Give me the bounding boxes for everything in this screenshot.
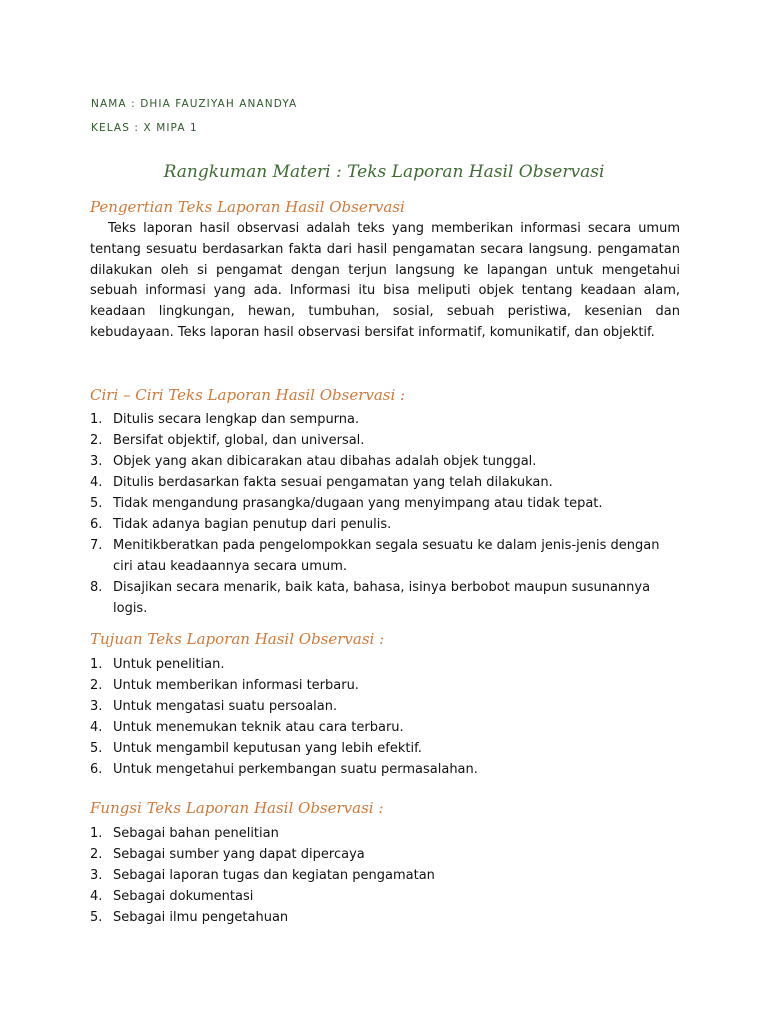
list-item [90, 823, 680, 844]
list-item [90, 696, 680, 717]
student-class-line: KELAS : X MIPA 1 [91, 122, 198, 134]
list-item-text: Objek yang akan dibicarakan atau dibahas adalah objek tunggal. [113, 454, 537, 469]
list-item [90, 865, 680, 886]
list-item [90, 409, 680, 430]
list-item [90, 493, 680, 514]
list-item [90, 675, 680, 696]
list-item [90, 886, 680, 907]
list-item-number: 8. [90, 580, 103, 595]
list-item-text: Sebagai bahan penelitian [113, 826, 279, 841]
section-heading-pengertian: Pengertian Teks Laporan Hasil Observasi [90, 198, 405, 216]
list-item [90, 430, 680, 451]
list-item [90, 907, 680, 928]
list-item-number: 1. [90, 412, 103, 427]
list-item-number: 3. [90, 699, 103, 714]
list-item-text: Sebagai dokumentasi [113, 889, 254, 904]
list-item-text: Tidak adanya bagian penutup dari penulis. [113, 517, 392, 532]
list-item-text: Untuk mengambil keputusan yang lebih efektif. [113, 741, 422, 756]
ciri-list [90, 409, 680, 619]
list-item-text: Untuk menemukan teknik atau cara terbaru. [113, 720, 404, 735]
student-name-line: NAMA : DHIA FAUZIYAH ANANDYA [91, 98, 298, 110]
list-item [90, 577, 680, 619]
list-item-number: 2. [90, 678, 103, 693]
section-heading-ciri: Ciri – Ciri Teks Laporan Hasil Observasi : [90, 386, 406, 404]
list-item-number: 5. [90, 741, 103, 756]
list-item [90, 472, 680, 493]
pengertian-paragraph: Teks laporan hasil observasi adalah teks yang memberikan informasi secara umum tentang sesuatu berdasarkan fakta dari hasil pengamatan secara langsung. pengamatan dilakukan oleh si pengamat dengan terjun langsung ke lapangan untuk mengetahui sebuah informasi yang ada. Informasi itu bisa meliputi objek tentang keadaan alam, keadaan lingkungan, hewan, tumbuhan, sosial, sebuah peristiwa, kesenian dan kebudayaan. Teks laporan hasil observasi bersifat informatif, komunikatif, dan objektif. [90, 221, 680, 340]
list-item-text: Sebagai ilmu pengetahuan [113, 910, 289, 925]
document-title: Rangkuman Materi : Teks Laporan Hasil Observasi [163, 162, 605, 182]
list-item-text: Tidak mengandung prasangka/dugaan yang menyimpang atau tidak tepat. [113, 496, 603, 511]
list-item-number: 3. [90, 454, 103, 469]
section-heading-tujuan: Tujuan Teks Laporan Hasil Observasi : [90, 630, 385, 648]
list-item-number: 5. [90, 910, 103, 925]
list-item-text: Untuk penelitian. [113, 657, 225, 672]
list-item [90, 717, 680, 738]
fungsi-list [90, 823, 680, 928]
list-item [90, 844, 680, 865]
list-item-text: Untuk memberikan informasi terbaru. [113, 678, 359, 693]
list-item-number: 5. [90, 496, 103, 511]
list-item-text: Ditulis secara lengkap dan sempurna. [113, 412, 360, 427]
list-item-text: Untuk mengetahui perkembangan suatu permasalahan. [113, 762, 478, 777]
list-item-text: Bersifat objektif, global, dan universal. [113, 433, 365, 448]
list-item [90, 451, 680, 472]
list-item-number: 7. [90, 538, 103, 553]
list-item-number: 6. [90, 762, 103, 777]
list-item-number: 2. [90, 847, 103, 862]
list-item [90, 535, 680, 577]
list-item-number: 2. [90, 433, 103, 448]
list-item-text: Menitikberatkan pada pengelompokkan segala sesuatu ke dalam jenis-jenis dengan ciri atau keadaannya secara umum. [113, 538, 660, 574]
list-item [90, 759, 680, 780]
list-item-number: 1. [90, 657, 103, 672]
list-item [90, 514, 680, 535]
list-item-number: 4. [90, 720, 103, 735]
tujuan-list [90, 654, 680, 780]
list-item-number: 3. [90, 868, 103, 883]
list-item-number: 4. [90, 889, 103, 904]
list-item-number: 6. [90, 517, 103, 532]
list-item [90, 654, 680, 675]
list-item-number: 1. [90, 826, 103, 841]
list-item-number: 4. [90, 475, 103, 490]
list-item-text: Disajikan secara menarik, baik kata, bahasa, isinya berbobot maupun susunannya logis. [113, 580, 651, 616]
list-item-text: Untuk mengatasi suatu persoalan. [113, 699, 338, 714]
section-heading-fungsi: Fungsi Teks Laporan Hasil Observasi : [90, 799, 384, 817]
list-item-text: Sebagai laporan tugas dan kegiatan pengamatan [113, 868, 435, 883]
list-item-text: Ditulis berdasarkan fakta sesuai pengamatan yang telah dilakukan. [113, 475, 553, 490]
list-item-text: Sebagai sumber yang dapat dipercaya [113, 847, 365, 862]
list-item [90, 738, 680, 759]
